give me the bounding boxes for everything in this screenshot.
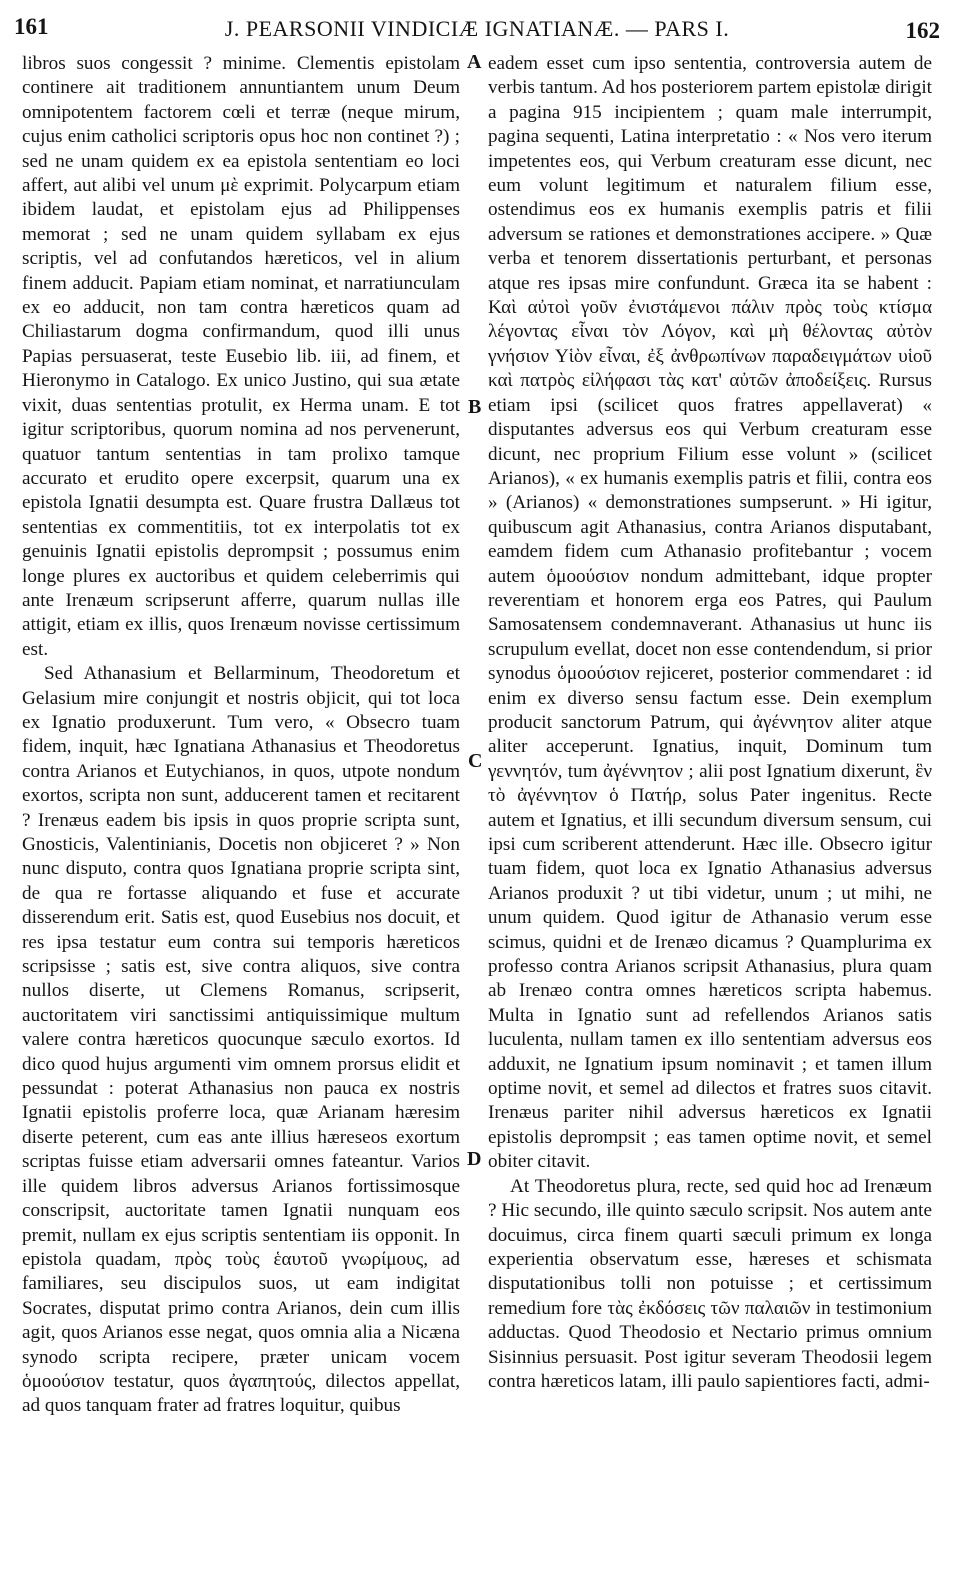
- left-paragraph-2: Sed Athanasium et Bellarminum, Theodoretum et Gelasium mire conjungit et nostris objicit, qui tot loca ex Ignatio produxerunt. Tum vero, « Obsecro tuam fidem, inquit, hæc Ignatiana Athanasius et Theodoretus contra Arianos et Eutychianos, in quos, utpote nondum exortos, scripta non sunt, adducerent tamen et recitarent ? Irenæus eadem bis ipsis in quos proprie scripta sunt, Gnosticis, Valentinianis, Docetis non objiceret ? » Non nunc disputo, contra quos Ignatiana proprie scripta sint, de qua re fortasse aliquando et fuse et accurate disserendum erit. Satis est, quod Eusebius nos docuit, et res ipsa testatur eum contra sui temporis hæreticos scripsisse ; satis est, sive contra aliquos, sive contra nullos diserte, ut Clemens Romanus, scripserit, auctoritatem viri sanctissimi antiquissimique multum valere contra hæreticos quocunque sæculo exortos. Id dico quod hujus argumenti vim omnem prorsus elidit et pessundat : poterat Athanasius non pauca ex nostris Ignatii epistolis proferre loca, quæ Arianam hæresim diserte peterent, cum eas ante illius hæreseos exortum scriptas fuisse etiam adversarii omnes fateantur. Varios ille quidem libros adversus Arianos fortissimosque conscripsit, auctoritate tamen Ignatii nunquam eos premit, nullam ex ejus scriptis sententiam iis opponit. In epistola quadam, πρὸς τοὺς ἑαυτοῦ γνωρίμους, ad familiares, seu discipulos suos, ut eam indigitat Socrates, disputat primo contra Arianos, dein cum illis agit, quos Arianos esse negat, quos omnia alia a Nicæna synodo scripta recipere, præter unicam vocem ὁμοούσιον testatur, quos ἀγαπητούς, dilectos appellat, ad quos tanquam frater ad fratres loquitur, quibus: [22, 663, 460, 1417]
- page-number-right: 162: [905, 18, 940, 43]
- page-number-left: 161: [14, 14, 49, 39]
- left-column: [22, 52, 460, 1419]
- page-header: [14, 14, 940, 54]
- margin-letter-a: A: [467, 51, 482, 73]
- margin-letter-d: D: [467, 1148, 482, 1170]
- margin-letter-c: C: [468, 750, 483, 772]
- right-paragraph-1: eadem esset cum ipso sententia, controversia autem de verbis tantum. Ad hos posteriorem partem epistolæ dirigit a pagina 915 incipientem ; quam male interrumpit, pagina sequenti, Latina interpretatio : « Nos vero iterum impetentes eos, qui Verbum creaturam esse dicunt, nec eum volunt legitimum et naturalem filium esse, ostendimus eos ex humanis exemplis patris et filii adversum se rationes et demonstrationes accipere. » Quæ verba et tenorem dissertationis perturbant, et personas atque res ipsas mire confundunt. Græca ita se habent : Καὶ αὐτοὶ γοῦν ἐνιστάμενοι πάλιν πρὸς τοὺς κτίσμα λέγοντας εἶναι τὸν Λόγον, καὶ μὴ θέλοντας αὐτὸν γνήσιον Υἱὸν εἶναι, ἐξ ἀνθρωπίνων παραδειγμάτων υἱοῦ καὶ πατρὸς εἰλήφασι τὰς κατ' αὐτῶν ἀποδείξεις. Rursus etiam ipsi (scilicet quos fratres appellaverat) « disputantes adversus eos qui Verbum creaturam esse dicunt, nec proprium Filium esse volunt » (scilicet Arianos), « ex humanis exemplis patris et filii, contra eos » (Arianos) « demonstrationes sumpserunt. » Hi igitur, quibuscum agit Athanasius, contra Arianos disputabant, eamdem fidem cum Athanasio profitebantur ; vocem autem ὁμοούσιον nondum admittebant, idque propter reverentiam et honorem erga eos Patres, qui Paulum Samosatensem condemnaverant. Athanasius ut hunc iis scrupulum evellat, docet non esse contendendum, si prior synodus ὁμοούσιον rejiceret, posterior commendaret : id enim ex diverso sensu factum esse. Dein exemplum producit sanctorum Patrum, qui ἀγέννητον aliter atque aliter acceperunt. Ignatius, inquit, Dominum tum γεννητόν, tum ἀγέννητον ; alii post Ignatium dixerunt, ἓν τὸ ἀγέννητον ὁ Πατήρ, solus Pater ingenitus. Recte autem et Ignatius, et illi secundum diversum sensum, cui ipsi cum scriberent attenderunt. Hæc ille. Obsecro igitur tuam fidem, quot loca ex Ignatio Athanasius adversus Arianos produxit ? ut tibi videtur, unum ; ut mihi, ne unum quidem. Quod igitur de Athanasio verum esse scimus, quidni et de Irenæo dicamus ? Quamplurima ex professo contra Arianos scripsit Athanasius, plura quam ab Irenæo contra omnes hæreticos scripta habemus. Multa in Ignatio sunt ad refellendos Arianos satis luculenta, nullam tamen ex illo sententiam adversus eos adduxit, ne Ignatium ipsum nominavit ; et tamen illum optime novit, et semel ad dilectos et fratres suos citavit. Irenæus pariter nihil adversus hæreticos ex Ignatii epistolis deprompsit ; eas tamen optime novit, et semel obiter citavit.: [488, 53, 932, 1173]
- right-column: [488, 52, 932, 1394]
- right-paragraph-2: At Theodoretus plura, recte, sed quid hoc ad Irenæum ? Hic secundo, ille quinto sæculo scripsit. Nos autem ante docuimus, circa finem quarti sæculi primum ex longa experientia observatum esse, hæreses et schismata disputationibus tolli non potuisse ; et certissimum remedium fore τὰς ἐκδόσεις τῶν παλαιῶν in testimonium adductas. Quod Theodosio et Nectario primus omnium Sisinnius persuasit. Post igitur severam Theodosii legem contra hæreticos latam, illi paulo sapientiores facti, admi-: [488, 1175, 932, 1392]
- margin-letter-b: B: [468, 396, 482, 418]
- left-paragraph-1: libros suos congessit ? minime. Clementis epistolam continere ait traditionem annuntiantem unum Deum omnipotentem factorem cœli et terræ (neque mirum, cujus enim catholici scriptoris opus hoc non continet ?) ; sed ne unam quidem ex ea epistola sententiam eo loci affert, aut alibi vel unum μὲ exprimit. Polycarpum etiam ibidem laudat, et epistolam ejus ad Philippenses memorat ; sed ne unam quidem syllabam ex ejus scriptis, vel ad confutandos hæreticos, vel in alium finem adducit. Papiam etiam nominat, et narratiunculam ex eo adducit, non tam contra hæreticos quam ad Chiliastarum dogma confirmandum, quod illi unus Papias persuaserat, teste Eusebio lib. iii, ad finem, et Hieronymo in Catalogo. Ex unico Justino, qui sua ætate vixit, duas sententias protulit, ex Herma unam. E tot igitur scriptoribus, quorum nomina ad nos pervenerunt, quatuor tantum sententias in tam prolixo tamque accurato et erudito opere excerpsit, quarum una ex epistola Ignatii desumpta est. Quare frustra Dallæus tot sententias ex commentitiis, tot ex interpolatis tot ex genuinis Ignatii epistolis deprompsit ; possumus enim longe plures ex auctoribus et quidem celeberrimis qui ante Irenæum scripserunt afferre, quarum nullas ille attigit, etiam ex illis, quos Irenæum novisse certissimum est.: [22, 53, 460, 660]
- running-title: J. PEARSONII VINDICIÆ IGNATIANÆ. — PARS I.: [224, 16, 730, 41]
